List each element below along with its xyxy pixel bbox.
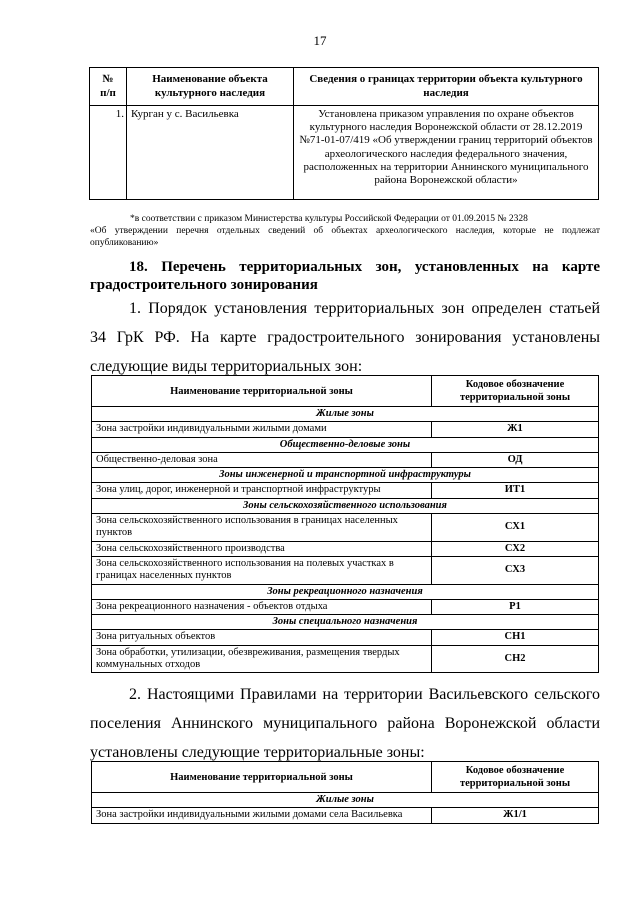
zone-name-cell: Зона ритуальных объектов [92, 630, 432, 645]
zone-group-label: Жилые зоны [92, 793, 599, 808]
zone-row [92, 541, 599, 556]
settlement-zones-table-header [92, 762, 599, 793]
heritage-table-header [90, 68, 599, 106]
zone-name-cell: Зона сельскохозяйственного использования в границах населенных пунктов [92, 514, 432, 542]
zone-row [92, 483, 599, 498]
zone-code-cell: СХ3 [432, 556, 599, 584]
zone-group-row [92, 498, 599, 513]
settlement-zones-table [91, 761, 599, 824]
zone-group-label: Зоны инженерной и транспортной инфраструктуры [92, 468, 599, 483]
zone-name-cell: Зона застройки индивидуальными жилыми домами [92, 422, 432, 437]
section-heading: 18. Перечень территориальных зон, установленных на карте градостроительного зонирования [90, 259, 600, 293]
zone-code-cell: СН1 [432, 630, 599, 645]
zone-name-cell: Зона улиц, дорог, инженерной и транспортной инфраструктуры [92, 483, 432, 498]
column-header-boundary-info: Сведения о границах территории объекта культурного наследия [294, 68, 599, 106]
zone-row [92, 556, 599, 584]
zone-row [92, 422, 599, 437]
column-header-zone-name: Наименование территориальной зоны [92, 762, 432, 793]
boundary-info-cell: Установлена приказом управления по охране объектов культурного наследия Воронежской области от 28.12.2019 №71-01-07/419 «Об утверждении границ территорий объектов археологического наследия федерального значения, расположенных на территории Аннинского муниципального района Воронежской области» [294, 106, 599, 200]
zone-code-cell: Р1 [432, 599, 599, 614]
zone-name-cell: Зона сельскохозяйственного использования на полевых участках в границах населенных пунктов [92, 556, 432, 584]
zone-code-cell: ОД [432, 452, 599, 467]
zone-name-cell: Зона обработки, утилизации, обезвреживания, размещения твердых коммунальных отходов [92, 645, 432, 673]
column-header-zone-code: Кодовое обозначение территориальной зоны [432, 376, 599, 407]
heritage-table-row [90, 106, 599, 200]
paragraph-settlement-zones: 2. Настоящими Правилами на территории Васильевского сельского поселения Аннинского муниципального района Воронежской области установлены следующие территориальные зоны: [90, 686, 600, 761]
zone-group-row [92, 468, 599, 483]
heritage-table [89, 67, 599, 200]
zone-row [92, 599, 599, 614]
paragraph-zone-types: 1. Порядок установления территориальных зон определен статьей 34 ГрК РФ. На карте градостроительного зонирования установлены следующие виды территориальных зон: [90, 300, 600, 375]
zone-row [92, 808, 599, 823]
column-header-zone-name: Наименование территориальной зоны [92, 376, 432, 407]
zone-code-cell: СН2 [432, 645, 599, 673]
zones-table-body [92, 407, 599, 673]
zone-code-cell: Ж1 [432, 422, 599, 437]
object-name-cell: Курган у с. Васильевка [127, 106, 294, 200]
zone-group-row [92, 407, 599, 422]
zone-group-label: Жилые зоны [92, 407, 599, 422]
footnote-line-1: *в соответствии с приказом Министерства культуры Российской Федерации от 01.09.2015 № 2328 [130, 214, 528, 224]
settlement-zones-table-body [92, 793, 599, 824]
column-header-number: № п/п [90, 68, 127, 106]
zone-group-label: Зоны рекреационного назначения [92, 584, 599, 599]
column-header-object-name: Наименование объекта культурного наследия [127, 68, 294, 106]
zones-table [91, 375, 599, 673]
zone-name-cell: Зона застройки индивидуальными жилыми домами села Васильевка [92, 808, 432, 823]
zone-group-row [92, 437, 599, 452]
zone-row [92, 645, 599, 673]
zone-row [92, 630, 599, 645]
zone-group-row [92, 584, 599, 599]
column-header-zone-code: Кодовое обозначение территориальной зоны [432, 762, 599, 793]
zone-name-cell: Зона рекреационного назначения - объектов отдыха [92, 599, 432, 614]
zone-code-cell: СХ2 [432, 541, 599, 556]
row-number-cell: 1. [90, 106, 127, 200]
zone-group-row [92, 793, 599, 808]
zone-code-cell: ИТ1 [432, 483, 599, 498]
footnote-line-2: «Об утверждении перечня отдельных сведений об объектах археологического наследия, которые не подлежат опубликованию» [90, 226, 600, 248]
zone-code-cell: Ж1/1 [432, 808, 599, 823]
zone-name-cell: Зона сельскохозяйственного производства [92, 541, 432, 556]
zone-row [92, 514, 599, 542]
zone-name-cell: Общественно-деловая зона [92, 452, 432, 467]
zone-group-label: Общественно-деловые зоны [92, 437, 599, 452]
zone-group-label: Зоны специального назначения [92, 615, 599, 630]
zones-table-header [92, 376, 599, 407]
zone-group-label: Зоны сельскохозяйственного использования [92, 498, 599, 513]
zone-code-cell: СХ1 [432, 514, 599, 542]
page-number: 17 [313, 33, 327, 48]
zone-row [92, 452, 599, 467]
zone-group-row [92, 615, 599, 630]
